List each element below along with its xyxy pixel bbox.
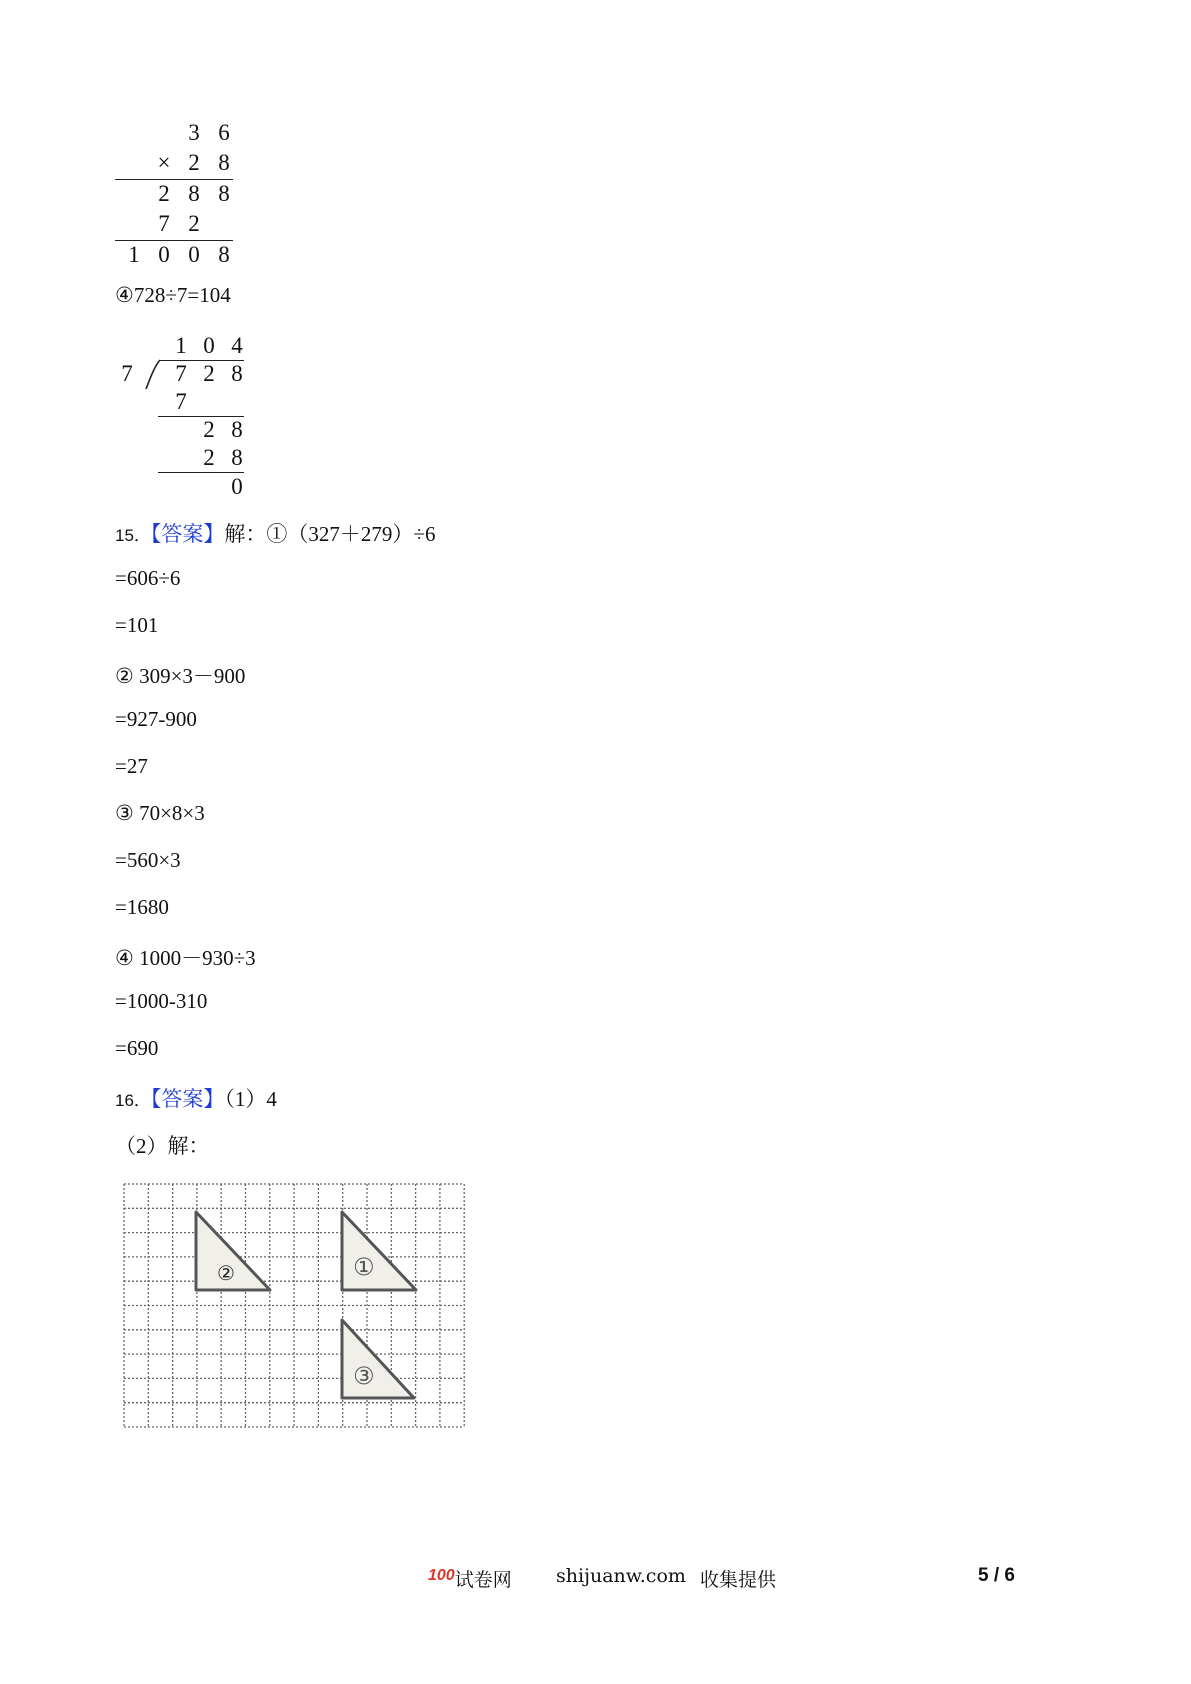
page-number: 5 / 6 [978, 1565, 1015, 1586]
mult-sign: × [157, 150, 171, 175]
item-4-line [115, 283, 231, 308]
q15-line: =101 [115, 613, 159, 637]
grid-figure [120, 1180, 470, 1436]
mult-digit: 2 [188, 211, 200, 236]
div-quotient-digit: 4 [231, 333, 243, 358]
q16-answer-tag: 【答案】 [150, 1087, 225, 1111]
q15-number: 15． [115, 526, 151, 545]
q15-line: ④ 1000－930÷3 [115, 946, 256, 970]
q16-answer-2: （2）解： [115, 1134, 210, 1158]
q16-number: 16． [115, 1091, 151, 1110]
div-step-digit: 7 [175, 389, 187, 414]
mult-digit: 2 [188, 150, 200, 175]
div-quotient-digit: 0 [203, 333, 215, 358]
q15-line: =690 [115, 1036, 159, 1060]
triangle-label: ② [217, 1261, 235, 1285]
mult-digit: 0 [188, 242, 200, 267]
grid-lines [124, 1184, 464, 1427]
footer-brand [428, 1565, 512, 1592]
item-4-marker: ④ [115, 283, 134, 307]
mult-rule [115, 179, 233, 180]
q15-line: ③ 70×8×3 [115, 801, 205, 825]
div-remainder: 0 [231, 474, 243, 499]
mult-digit: 8 [218, 181, 230, 206]
q16-answer-1: （1）4 [224, 1087, 277, 1111]
mult-digit: 7 [158, 211, 170, 236]
mult-digit: 1 [128, 242, 140, 267]
div-dividend-digit: 7 [175, 361, 187, 386]
mult-rule [115, 240, 233, 241]
triangle-label: ① [353, 1253, 375, 1281]
footer-domain: shijuanw.com [556, 1565, 686, 1587]
q15-line: =1000-310 [115, 989, 208, 1013]
footer-logo: 100 [428, 1567, 455, 1584]
div-step-digit: 8 [231, 445, 243, 470]
q15-answer-tag: 【答案】 [150, 522, 225, 546]
mult-digit: 8 [188, 181, 200, 206]
q15-line: =560×3 [115, 848, 181, 872]
div-rule [158, 472, 244, 473]
footer-credit: 收集提供 [700, 1569, 777, 1591]
q16-heading [115, 1083, 277, 1113]
q15-line: 解：①（327＋279）÷6 [224, 522, 436, 546]
triangle-label: ③ [353, 1362, 375, 1390]
div-bracket [144, 359, 164, 391]
q15-line: =27 [115, 754, 148, 778]
div-dividend-digit: 2 [203, 361, 215, 386]
div-dividend-digit: 8 [231, 361, 243, 386]
div-step-digit: 2 [203, 445, 215, 470]
div-step-digit: 2 [203, 417, 215, 442]
item-4-text: 728÷7=104 [133, 283, 231, 307]
div-divisor: 7 [121, 361, 133, 386]
q15-line: =927-900 [115, 707, 197, 731]
div-quotient-digit: 1 [175, 333, 187, 358]
q15-line: =1680 [115, 895, 169, 919]
mult-digit: 8 [218, 242, 230, 267]
div-step-digit: 8 [231, 417, 243, 442]
mult-digit: 0 [158, 242, 170, 267]
mult-digit: 8 [218, 150, 230, 175]
q15-heading [115, 518, 435, 548]
q15-line: ② 309×3－900 [115, 664, 246, 688]
mult-digit: 3 [188, 120, 200, 145]
mult-digit: 6 [218, 120, 230, 145]
mult-digit: 2 [158, 181, 170, 206]
q15-line: =606÷6 [115, 566, 181, 590]
footer-site-name: 试卷网 [454, 1569, 512, 1591]
